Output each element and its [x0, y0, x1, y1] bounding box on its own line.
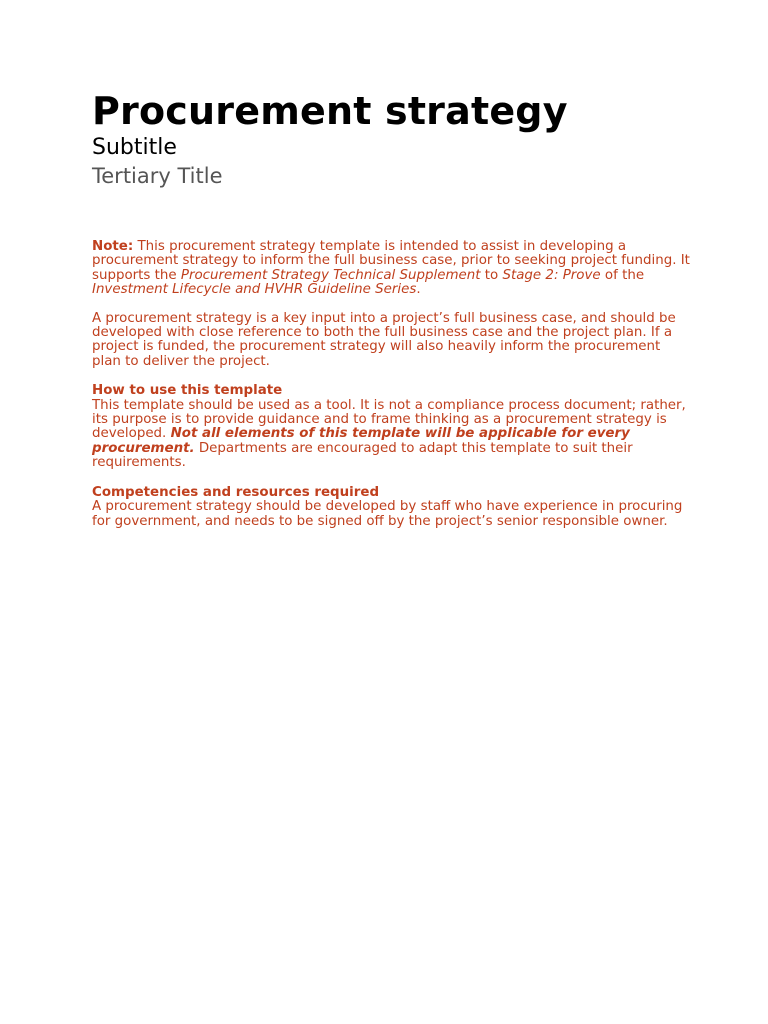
note-text-1: This procurement strategy template is intended to assist in developing a procurement strategy to inform the full business case, prior to seeking project funding. It supports the: [92, 239, 690, 283]
section-heading-competencies: Competencies and resources required: [92, 484, 380, 500]
document-page: [92, 88, 692, 529]
strategy-paragraph: A procurement strategy is a key input into a project’s full business case, and should be developed with close reference to both the full business case and the project plan. If a project is funded, the procurement strategy will also heavily inform the procurement plan to deliver the project.: [92, 310, 676, 369]
how-to-use-emphasis: Not all elements of this template will be applicable for every procurement.: [92, 426, 630, 456]
note-label: Note:: [92, 239, 134, 254]
note-text-2: to: [480, 267, 503, 283]
how-to-use-text-1: This template should be used as a tool. It is not a compliance process document; rather, its purpose is to provide guidance and to frame thinking as a procurement strategy is developed.: [92, 397, 686, 442]
page-subtitle: Subtitle: [92, 135, 177, 160]
note-italic-2: Stage 2: Prove: [502, 267, 601, 283]
note-italic-3: Investment Lifecycle and HVHR Guideline Series: [92, 282, 417, 298]
competencies-paragraph: A procurement strategy should be developed by staff who have experience in procuring for government, and needs to be signed off by the project’s senior responsible owner.: [92, 499, 683, 529]
note-italic-1: Procurement Strategy Technical Supplement: [180, 267, 481, 283]
how-to-use-text-2: Departments are encouraged to adapt this template to suit their requirements.: [92, 440, 633, 471]
how-to-use-paragraph: [92, 399, 692, 471]
note-paragraph: [92, 240, 692, 298]
note-text-3: of the: [600, 267, 645, 283]
page-tertiary-title: Tertiary Title: [92, 164, 223, 188]
note-text-4: .: [416, 282, 421, 298]
page-title: Procurement strategy: [92, 89, 568, 133]
section-heading-how-to-use: How to use this template: [92, 383, 283, 399]
